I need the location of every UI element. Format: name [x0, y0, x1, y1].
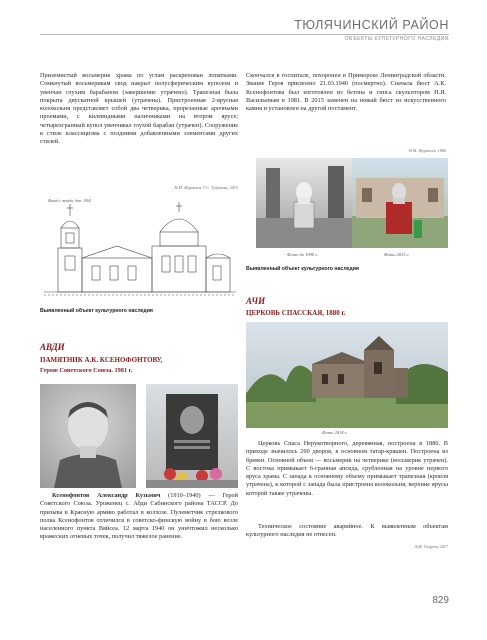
church-photo-caption: Фото 2014 г.	[322, 430, 348, 435]
drawing-caption: Выявленный объект культурного наследия	[40, 308, 153, 314]
author-credit: Н.М. Журавлев, Г.С. Тубанова, 2015	[174, 185, 238, 190]
object-title-church: ЦЕРКОВЬ СПАССКАЯ, 1880 г.	[246, 309, 346, 317]
hero-bio-text: (1910–1940) — Герой Советского Союза. Уроженец с. Абди Сабинского района ТАССР. До призыва в Красную армию работал в колхозе. Пулеметчик стрелкового полка Ксенофонтов отличился в советско-финскую войну в бою возле населенного пункта Вяйсеа. 12 марта 1940 он уничтожил несколько вражеских огневых точек, получил тяжелое ранение.	[40, 492, 238, 541]
page-number: 829	[432, 595, 449, 606]
portrait-photo	[40, 384, 136, 488]
section-subtitle: ОБЪЕКТЫ КУЛЬТУРНОГО НАСЛЕДИЯ	[344, 36, 449, 42]
photo-caption-new: Фото 2015 г.	[384, 252, 410, 257]
author-credit: Н.М. Журавлев, 1986	[408, 148, 446, 153]
church-facade-drawing	[40, 200, 240, 304]
grave-photo	[146, 384, 238, 488]
church-description-text: Церковь Спаса Нерукотворного, деревянная, построена в 1880. В приходе значилось 200 дворов, в основном татар-кряшен. Построена из бревен. Основной объем — восьмерик на четверике (восьмерик утрачен). С востока примыкает 6-гранная апсида, срубленная на уровне первого яруса храма. С запада к основному объему примыкает трапезная (кровля утрачена), к которой с запада была пристроена колокольня, верхние ярусы которой также утрачены.	[246, 440, 448, 497]
monument-history-text: Скончался в госпитале, похоронен в Приморске Ленинградской области. Звание Героя присвоено 21.03.1940 (посмертно). Сначала бюст А.К. Ксенофонтова был изготовлен из бетона и гипса скульптором Н.Я. Васильевым в 1981. В 2015 заменен на новый бюст из искусственного камня и установлен на другой постамент.	[246, 72, 446, 113]
drawing-label: Фасад с запада, дет. 1964	[48, 199, 91, 203]
hero-biography	[40, 492, 238, 542]
author-credit: А.М. Газуров, 2017	[414, 544, 448, 549]
village-heading-achi: АЧИ	[246, 296, 266, 306]
church-description-text: Приземистый восьмерик храма по углам раскрепован лопатками. Сомкнутый восьмерикам свод накрыт полусферическим куполом и увенчан глухим барабаном (завершение утрачено). Трапезная была покрыта двускатной крышей (утрачена). Пристроенная 2-ярусная колокольня представляет собой два четверика, прорезанные арочными проемами, с килевидными наличниками на втором ярусе; четырехгранный купол увенчивал глухой барабан (утрачен). Сооружение в стиле классицизма с поздними добавленными элементами других стилей.	[40, 72, 238, 146]
photo-caption-old: Фото до 1990 г.	[287, 252, 319, 257]
monument-photo-old	[256, 158, 352, 248]
object-title-monument: ПАМЯТНИК А.К. КСЕНОФОНТОВУ,	[40, 356, 163, 364]
village-heading-avdi: АВДИ	[40, 342, 65, 352]
monument-photo-new	[352, 158, 448, 248]
header-divider	[40, 34, 449, 35]
church-photo	[246, 322, 448, 428]
church-condition-text: Техническое состояние аварийное. К выявленным объектам культурного наследия не отнесен.	[246, 523, 448, 539]
photos-caption: Выявленный объект культурного наследия	[246, 266, 359, 272]
hero-name: Ксенофонтов Александр Кузьмич	[52, 492, 161, 499]
section-title: ТЮЛЯЧИНСКИЙ РАЙОН	[294, 18, 449, 32]
object-subtitle-monument: Герою Советского Союза. 1981 г.	[40, 367, 133, 374]
